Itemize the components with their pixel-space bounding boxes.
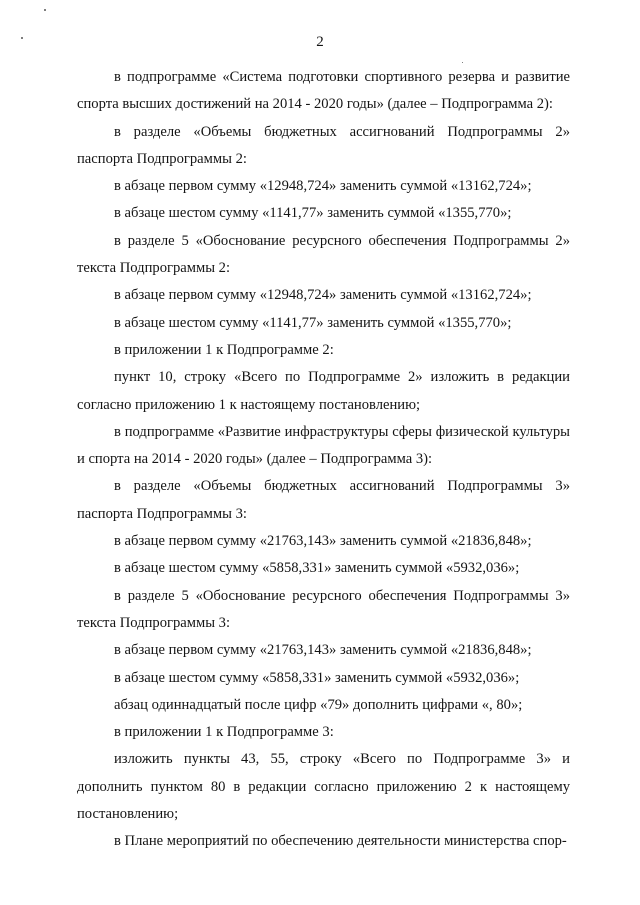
paragraph: изложить пункты 43, 55, строку «Всего по Подпрограмме 3» и дополнить пунктом 80 в редакции согласно приложению 2 к настоящему постановлению;: [77, 751, 570, 823]
paragraph: в абзаце шестом сумму «5858,331» заменить суммой «5932,036»;: [114, 560, 520, 577]
paragraph: в разделе 5 «Обоснование ресурсного обеспечения Подпрограммы 2» текста Подпрограммы 2:: [77, 232, 570, 277]
paragraph: в абзаце шестом сумму «1141,77» заменить суммой «1355,770»;: [114, 314, 512, 331]
paragraph: в абзаце шестом сумму «1141,77» заменить суммой «1355,770»;: [114, 205, 512, 222]
paragraph: в абзаце первом сумму «21763,143» заменить суммой «21836,848»;: [114, 533, 532, 550]
paragraph: в подпрограмме «Развитие инфраструктуры сферы физической культуры и спорта на 2014 - 2020 годы» (далее – Подпрограмма 3):: [77, 423, 570, 468]
scan-speck: [44, 9, 46, 11]
paragraph: в абзаце первом сумму «12948,724» заменить суммой «13162,724»;: [114, 287, 532, 304]
document-body: [77, 64, 570, 856]
paragraph: в разделе 5 «Обоснование ресурсного обеспечения Подпрограммы 3» текста Подпрограммы 3:: [77, 587, 570, 631]
paragraph: в абзаце первом сумму «12948,724» заменить суммой «13162,724»;: [114, 178, 532, 195]
paragraph: в абзаце шестом сумму «5858,331» заменить суммой «5932,036»;: [114, 669, 520, 686]
page-number: 2: [316, 34, 324, 50]
paragraph: в приложении 1 к Подпрограмме 2:: [114, 341, 334, 358]
paragraph: в разделе «Объемы бюджетных ассигнований Подпрограммы 3» паспорта Подпрограммы 3:: [77, 478, 570, 522]
paragraph: в приложении 1 к Подпрограмме 3:: [114, 724, 334, 741]
paragraph: в разделе «Объемы бюджетных ассигнований Подпрограммы 2» паспорта Подпрограммы 2:: [77, 123, 570, 167]
paragraph: в подпрограмме «Система подготовки спортивного резерва и развитие спорта высших достижений на 2014 - 2020 годы» (далее – Подпрограмма 2):: [77, 69, 570, 113]
paragraph: в абзаце первом сумму «21763,143» заменить суммой «21836,848»;: [114, 642, 532, 659]
scan-speck: [462, 62, 463, 63]
paragraph: пункт 10, строку «Всего по Подпрограмме 2» изложить в редакции согласно приложению 1 к настоящему постановлению;: [77, 369, 570, 413]
paragraph: в Плане мероприятий по обеспечению деятельности министерства спор-: [114, 833, 567, 850]
paragraph: абзац одиннадцатый после цифр «79» дополнить цифрами «, 80»;: [114, 696, 523, 713]
